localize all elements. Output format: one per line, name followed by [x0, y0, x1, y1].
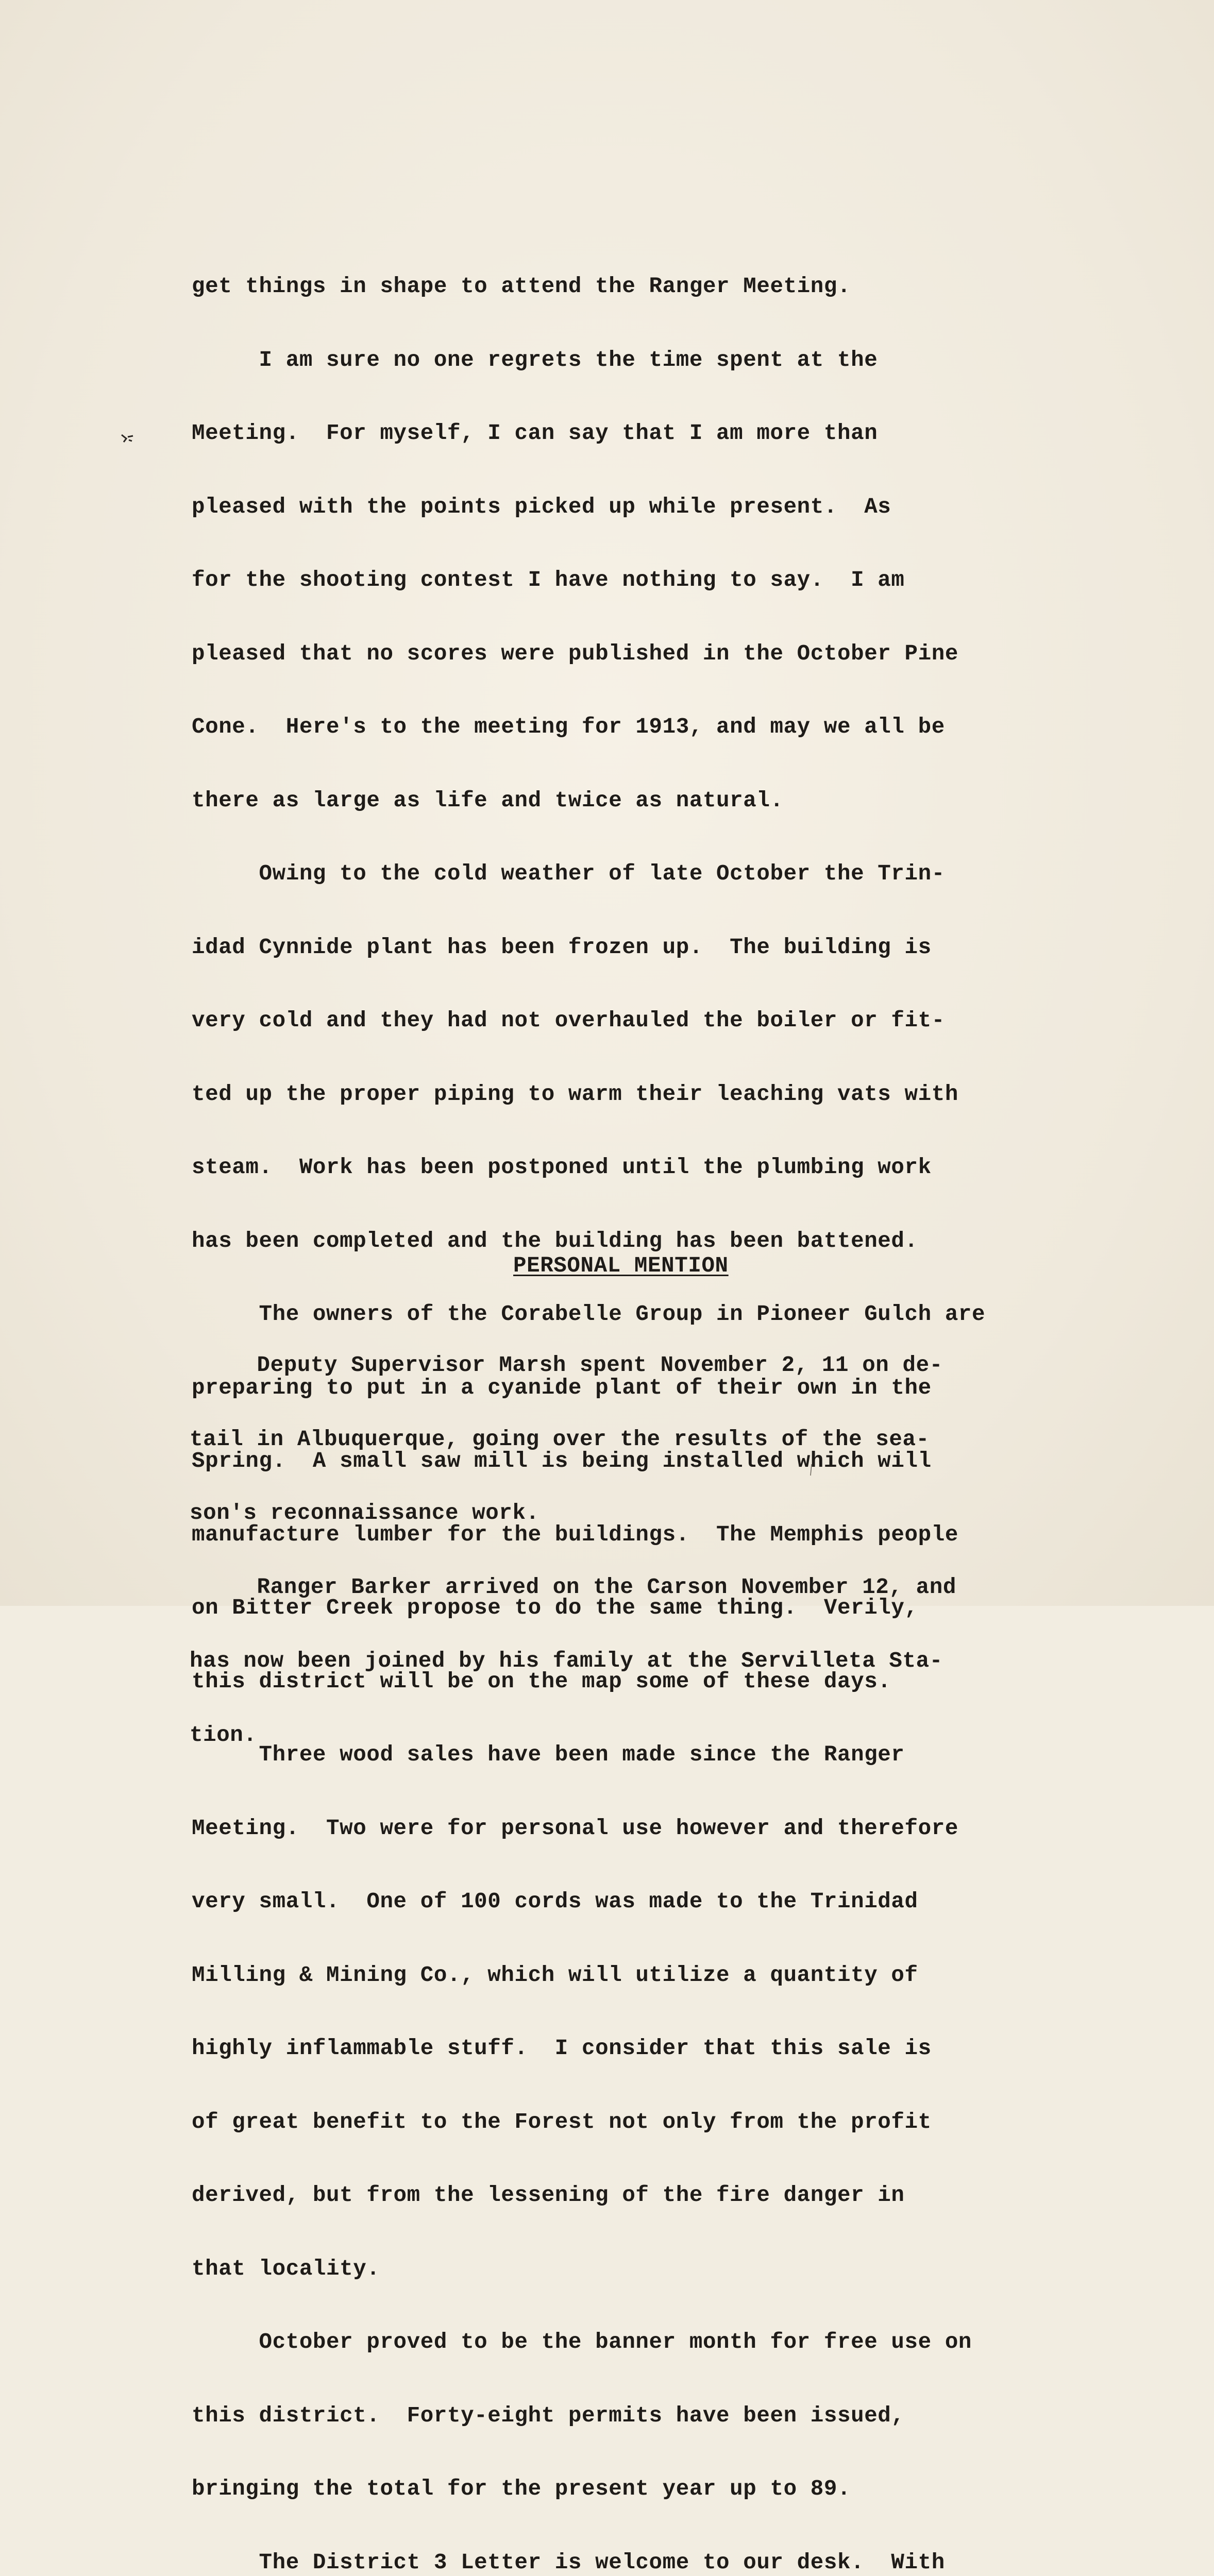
- margin-tick-mark: [120, 431, 135, 446]
- text-line: for the shooting contest I have nothing to say. I am: [192, 568, 905, 592]
- text-line: highly inflammable stuff. I consider that this sale is: [192, 2036, 932, 2061]
- text-line: Milling & Mining Co., which will utilize a quantity of: [192, 1962, 918, 1988]
- section-heading: PERSONAL MENTION: [513, 1253, 729, 1278]
- text-line: pleased with the points picked up while present. As: [192, 494, 891, 519]
- text-line: Meeting. For myself, I can say that I am more than: [192, 421, 878, 446]
- text-line: this district. Forty-eight permits have been issued,: [192, 2403, 905, 2428]
- text-line: The District 3 Letter is welcome to our desk. With: [192, 2550, 945, 2575]
- text-line: I am sure no one regrets the time spent at the: [192, 347, 878, 372]
- text-line: that locality.: [192, 2256, 380, 2281]
- text-line: tail in Albuquerque, going over the results of the sea-: [190, 1427, 930, 1452]
- text-line: son's reconnaissance work.: [190, 1501, 539, 1526]
- text-line: Spring. A small saw mill is being installed which will: [192, 1449, 932, 1473]
- text-line: Ranger Barker arrived on the Carson November 12, and: [190, 1574, 956, 1600]
- text-line: has been completed and the building has been battened.: [192, 1228, 918, 1253]
- text-line: very cold and they had not overhauled the boiler or fit-: [192, 1008, 945, 1033]
- text-line: pleased that no scores were published in the October Pine: [192, 641, 958, 666]
- text-line: preparing to put in a cyanide plant of their own in the: [192, 1375, 932, 1400]
- text-line: on Bitter Creek propose to do the same thing. Verily,: [192, 1596, 918, 1620]
- text-line: very small. One of 100 cords was made to the Trinidad: [192, 1889, 918, 1914]
- text-line: derived, but from the lessening of the fire danger in: [192, 2183, 905, 2208]
- text-line: bringing the total for the present year up to 89.: [192, 2477, 851, 2501]
- body-text-bottom: [190, 1303, 1117, 1797]
- text-line: manufacture lumber for the buildings. The Memphis people: [192, 1522, 958, 1547]
- text-line: tion.: [190, 1722, 257, 1748]
- text-line: this district will be on the map some of these days.: [192, 1669, 891, 1694]
- text-line: Deputy Supervisor Marsh spent November 2, 11 on de-: [190, 1353, 943, 1378]
- text-line: get things in shape to attend the Ranger Meeting.: [192, 274, 851, 299]
- text-line: Cone. Here's to the meeting for 1913, and may we all be: [192, 715, 945, 739]
- text-line: there as large as life and twice as natural.: [192, 788, 784, 813]
- pencil-mark: [809, 1463, 813, 1477]
- text-line: October proved to be the banner month for free use on: [192, 2330, 972, 2354]
- text-line: of great benefit to the Forest not only from the profit: [192, 2109, 932, 2134]
- text-line: steam. Work has been postponed until the plumbing work: [192, 1155, 932, 1180]
- text-line: has now been joined by his family at the Servilleta Sta-: [190, 1649, 943, 1673]
- text-line: The owners of the Corabelle Group in Pioneer Gulch are: [192, 1302, 986, 1327]
- text-line: Three wood sales have been made since the Ranger: [192, 1742, 905, 1767]
- text-line: ted up the proper piping to warm their leaching vats with: [192, 1081, 958, 1107]
- text-line: Owing to the cold weather of late October the Trin-: [192, 861, 945, 886]
- section-heading-wrap: [513, 1253, 729, 1278]
- text-line: idad Cynnide plant has been frozen up. The building is: [192, 935, 932, 960]
- text-line: Meeting. Two were for personal use however and therefore: [192, 1816, 958, 1841]
